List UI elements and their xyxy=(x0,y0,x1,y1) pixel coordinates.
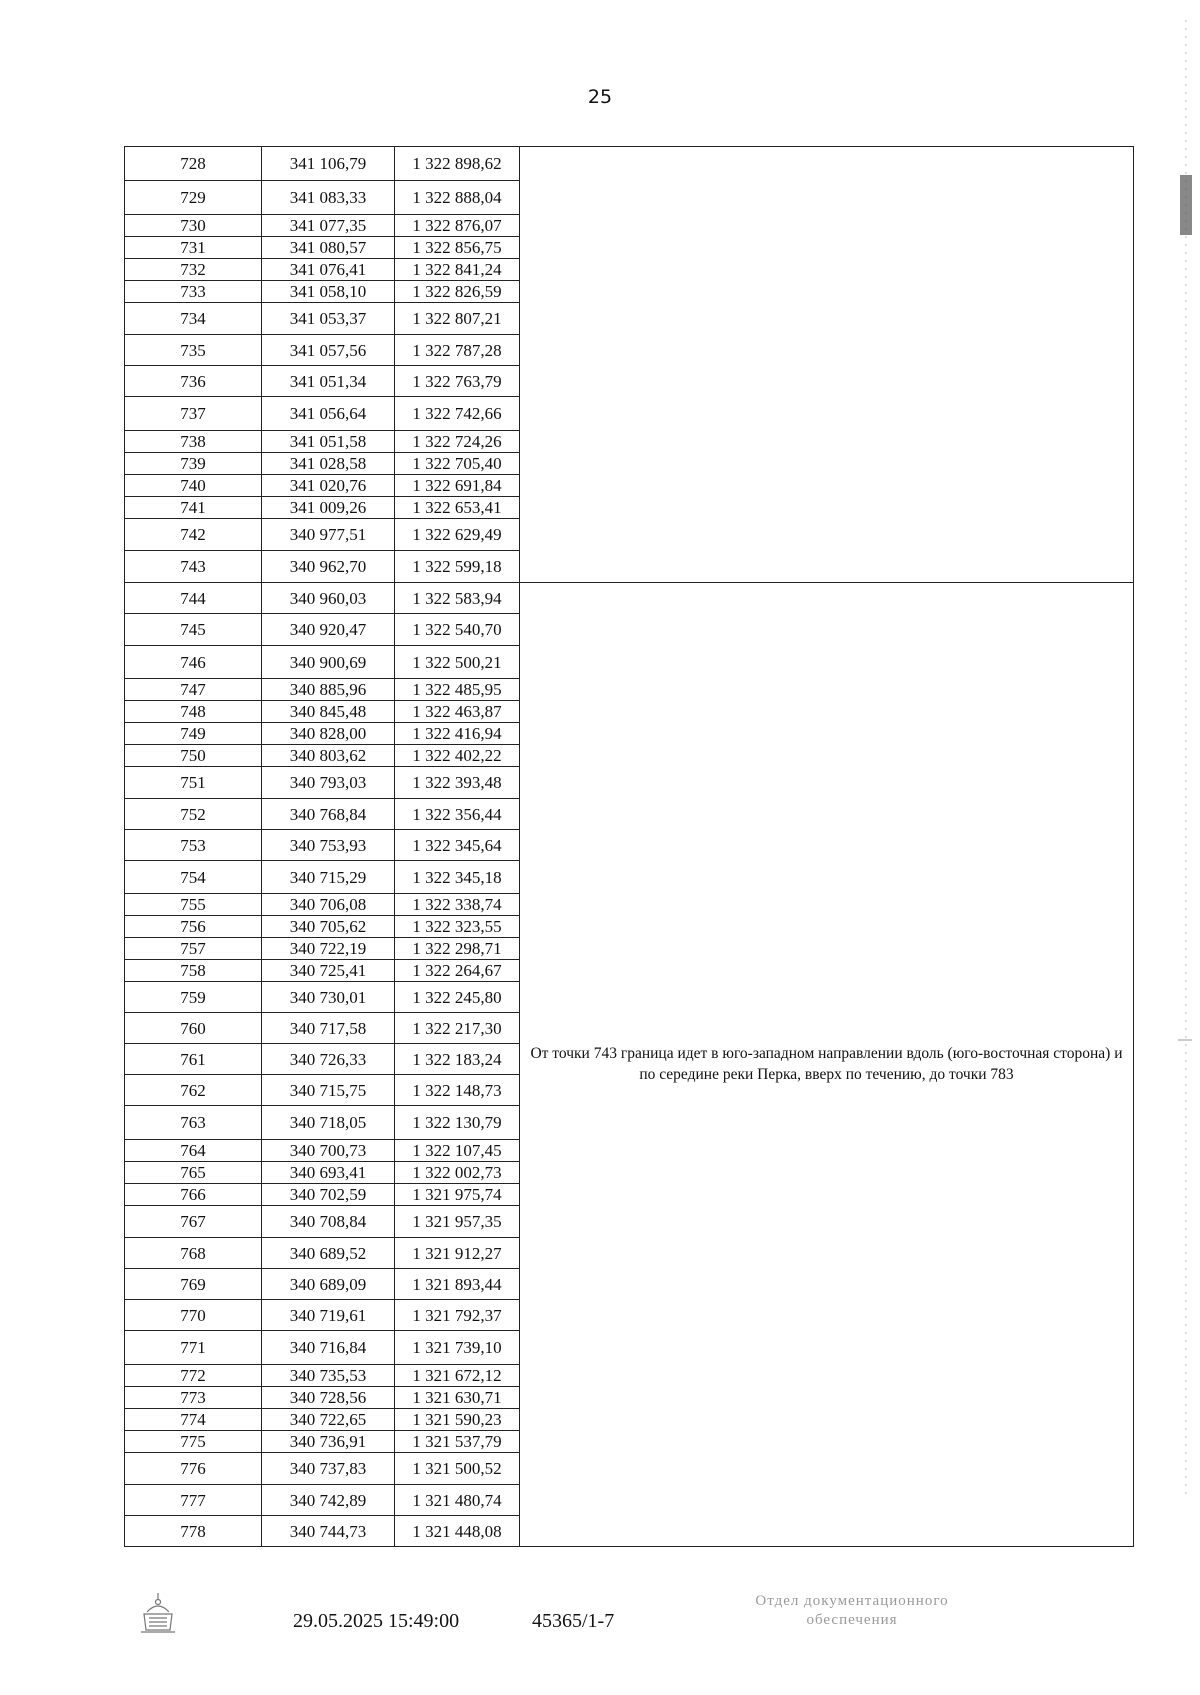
x-coordinate-cell: 340 715,29 xyxy=(262,861,395,894)
x-coordinate-cell: 340 900,69 xyxy=(262,646,395,679)
x-coordinate-cell: 340 718,05 xyxy=(262,1106,395,1140)
y-coordinate-cell: 1 322 323,55 xyxy=(395,916,520,938)
y-coordinate-cell: 1 322 245,80 xyxy=(395,982,520,1013)
x-coordinate-cell: 340 722,19 xyxy=(262,938,395,960)
point-number-cell: 752 xyxy=(125,799,262,830)
x-coordinate-cell: 340 920,47 xyxy=(262,614,395,646)
point-number-cell: 748 xyxy=(125,701,262,723)
x-coordinate-cell: 340 845,48 xyxy=(262,701,395,723)
table-row xyxy=(125,583,1134,614)
x-coordinate-cell: 340 742,89 xyxy=(262,1485,395,1516)
point-number-cell: 732 xyxy=(125,259,262,281)
y-coordinate-cell: 1 322 724,26 xyxy=(395,431,520,453)
stamp-line-1: Отдел документационного xyxy=(755,1593,949,1609)
y-coordinate-cell: 1 322 264,67 xyxy=(395,960,520,982)
y-coordinate-cell: 1 322 691,84 xyxy=(395,475,520,497)
y-coordinate-cell: 1 322 841,24 xyxy=(395,259,520,281)
point-number-cell: 778 xyxy=(125,1516,262,1547)
point-number-cell: 733 xyxy=(125,281,262,303)
y-coordinate-cell: 1 322 338,74 xyxy=(395,894,520,916)
point-number-cell: 759 xyxy=(125,982,262,1013)
y-coordinate-cell: 1 322 826,59 xyxy=(395,281,520,303)
x-coordinate-cell: 340 706,08 xyxy=(262,894,395,916)
point-number-cell: 777 xyxy=(125,1485,262,1516)
point-number-cell: 736 xyxy=(125,366,262,397)
scan-edge-artifact xyxy=(1172,0,1200,1695)
y-coordinate-cell: 1 322 402,22 xyxy=(395,745,520,767)
point-number-cell: 773 xyxy=(125,1387,262,1409)
x-coordinate-cell: 341 051,58 xyxy=(262,431,395,453)
x-coordinate-cell: 340 693,41 xyxy=(262,1162,395,1184)
point-number-cell: 742 xyxy=(125,519,262,551)
y-coordinate-cell: 1 322 002,73 xyxy=(395,1162,520,1184)
x-coordinate-cell: 340 737,83 xyxy=(262,1453,395,1485)
y-coordinate-cell: 1 322 742,66 xyxy=(395,397,520,431)
x-coordinate-cell: 341 051,34 xyxy=(262,366,395,397)
y-coordinate-cell: 1 322 107,45 xyxy=(395,1140,520,1162)
description-cell-top xyxy=(520,147,1134,583)
y-coordinate-cell: 1 321 792,37 xyxy=(395,1300,520,1331)
point-number-cell: 761 xyxy=(125,1044,262,1075)
y-coordinate-cell: 1 322 898,62 xyxy=(395,147,520,181)
y-coordinate-cell: 1 322 888,04 xyxy=(395,181,520,215)
x-coordinate-cell: 340 962,70 xyxy=(262,551,395,583)
x-coordinate-cell: 340 717,58 xyxy=(262,1013,395,1044)
point-number-cell: 751 xyxy=(125,767,262,799)
x-coordinate-cell: 341 083,33 xyxy=(262,181,395,215)
point-number-cell: 776 xyxy=(125,1453,262,1485)
y-coordinate-cell: 1 322 540,70 xyxy=(395,614,520,646)
y-coordinate-cell: 1 321 537,79 xyxy=(395,1431,520,1453)
point-number-cell: 766 xyxy=(125,1184,262,1206)
y-coordinate-cell: 1 322 393,48 xyxy=(395,767,520,799)
point-number-cell: 763 xyxy=(125,1106,262,1140)
y-coordinate-cell: 1 321 975,74 xyxy=(395,1184,520,1206)
y-coordinate-cell: 1 322 416,94 xyxy=(395,723,520,745)
x-coordinate-cell: 340 689,09 xyxy=(262,1269,395,1300)
y-coordinate-cell: 1 322 183,24 xyxy=(395,1044,520,1075)
x-coordinate-cell: 340 725,41 xyxy=(262,960,395,982)
y-coordinate-cell: 1 322 217,30 xyxy=(395,1013,520,1044)
department-stamp xyxy=(702,1592,1002,1630)
y-coordinate-cell: 1 322 787,28 xyxy=(395,335,520,366)
point-number-cell: 757 xyxy=(125,938,262,960)
page-number: 25 xyxy=(587,86,613,108)
point-number-cell: 753 xyxy=(125,830,262,861)
y-coordinate-cell: 1 321 480,74 xyxy=(395,1485,520,1516)
point-number-cell: 738 xyxy=(125,431,262,453)
y-coordinate-cell: 1 321 672,12 xyxy=(395,1365,520,1387)
coordinates-table-body xyxy=(125,147,1134,1547)
x-coordinate-cell: 340 977,51 xyxy=(262,519,395,551)
x-coordinate-cell: 340 689,52 xyxy=(262,1238,395,1269)
x-coordinate-cell: 340 960,03 xyxy=(262,583,395,614)
y-coordinate-cell: 1 322 345,18 xyxy=(395,861,520,894)
footer-date: 29.05.2025 15:49:00 xyxy=(293,1610,460,1632)
y-coordinate-cell: 1 321 957,35 xyxy=(395,1206,520,1238)
coordinates-table xyxy=(124,146,1134,1547)
x-coordinate-cell: 340 744,73 xyxy=(262,1516,395,1547)
y-coordinate-cell: 1 321 912,27 xyxy=(395,1238,520,1269)
x-coordinate-cell: 341 077,35 xyxy=(262,215,395,237)
y-coordinate-cell: 1 322 356,44 xyxy=(395,799,520,830)
x-coordinate-cell: 340 828,00 xyxy=(262,723,395,745)
y-coordinate-cell: 1 321 448,08 xyxy=(395,1516,520,1547)
point-number-cell: 744 xyxy=(125,583,262,614)
point-number-cell: 747 xyxy=(125,679,262,701)
y-coordinate-cell: 1 321 630,71 xyxy=(395,1387,520,1409)
y-coordinate-cell: 1 321 893,44 xyxy=(395,1269,520,1300)
x-coordinate-cell: 340 803,62 xyxy=(262,745,395,767)
y-coordinate-cell: 1 322 583,94 xyxy=(395,583,520,614)
point-number-cell: 765 xyxy=(125,1162,262,1184)
y-coordinate-cell: 1 322 148,73 xyxy=(395,1075,520,1106)
x-coordinate-cell: 340 726,33 xyxy=(262,1044,395,1075)
point-number-cell: 772 xyxy=(125,1365,262,1387)
point-number-cell: 750 xyxy=(125,745,262,767)
x-coordinate-cell: 340 728,56 xyxy=(262,1387,395,1409)
point-number-cell: 745 xyxy=(125,614,262,646)
point-number-cell: 746 xyxy=(125,646,262,679)
point-number-cell: 760 xyxy=(125,1013,262,1044)
emblem-icon xyxy=(135,1590,181,1636)
y-coordinate-cell: 1 322 500,21 xyxy=(395,646,520,679)
x-coordinate-cell: 340 719,61 xyxy=(262,1300,395,1331)
point-number-cell: 758 xyxy=(125,960,262,982)
point-number-cell: 739 xyxy=(125,453,262,475)
x-coordinate-cell: 340 705,62 xyxy=(262,916,395,938)
point-number-cell: 737 xyxy=(125,397,262,431)
x-coordinate-cell: 340 716,84 xyxy=(262,1331,395,1365)
footer-document-id: 45365/1-7 xyxy=(532,1610,615,1632)
x-coordinate-cell: 341 106,79 xyxy=(262,147,395,181)
y-coordinate-cell: 1 322 629,49 xyxy=(395,519,520,551)
point-number-cell: 768 xyxy=(125,1238,262,1269)
point-number-cell: 774 xyxy=(125,1409,262,1431)
y-coordinate-cell: 1 322 599,18 xyxy=(395,551,520,583)
y-coordinate-cell: 1 322 856,75 xyxy=(395,237,520,259)
x-coordinate-cell: 340 753,93 xyxy=(262,830,395,861)
point-number-cell: 743 xyxy=(125,551,262,583)
point-number-cell: 764 xyxy=(125,1140,262,1162)
x-coordinate-cell: 340 768,84 xyxy=(262,799,395,830)
x-coordinate-cell: 340 736,91 xyxy=(262,1431,395,1453)
stamp-line-2: обеспечения xyxy=(806,1611,898,1628)
point-number-cell: 730 xyxy=(125,215,262,237)
point-number-cell: 767 xyxy=(125,1206,262,1238)
point-number-cell: 770 xyxy=(125,1300,262,1331)
x-coordinate-cell: 340 885,96 xyxy=(262,679,395,701)
table-row xyxy=(125,147,1134,181)
point-number-cell: 735 xyxy=(125,335,262,366)
x-coordinate-cell: 341 058,10 xyxy=(262,281,395,303)
point-number-cell: 729 xyxy=(125,181,262,215)
x-coordinate-cell: 340 700,73 xyxy=(262,1140,395,1162)
y-coordinate-cell: 1 322 485,95 xyxy=(395,679,520,701)
point-number-cell: 754 xyxy=(125,861,262,894)
y-coordinate-cell: 1 322 807,21 xyxy=(395,303,520,335)
point-number-cell: 762 xyxy=(125,1075,262,1106)
x-coordinate-cell: 341 057,56 xyxy=(262,335,395,366)
x-coordinate-cell: 341 076,41 xyxy=(262,259,395,281)
x-coordinate-cell: 340 708,84 xyxy=(262,1206,395,1238)
x-coordinate-cell: 341 053,37 xyxy=(262,303,395,335)
x-coordinate-cell: 341 009,26 xyxy=(262,497,395,519)
y-coordinate-cell: 1 321 739,10 xyxy=(395,1331,520,1365)
x-coordinate-cell: 340 722,65 xyxy=(262,1409,395,1431)
point-number-cell: 755 xyxy=(125,894,262,916)
point-number-cell: 749 xyxy=(125,723,262,745)
point-number-cell: 756 xyxy=(125,916,262,938)
y-coordinate-cell: 1 322 763,79 xyxy=(395,366,520,397)
point-number-cell: 741 xyxy=(125,497,262,519)
y-coordinate-cell: 1 322 876,07 xyxy=(395,215,520,237)
y-coordinate-cell: 1 321 500,52 xyxy=(395,1453,520,1485)
x-coordinate-cell: 341 028,58 xyxy=(262,453,395,475)
point-number-cell: 771 xyxy=(125,1331,262,1365)
x-coordinate-cell: 341 080,57 xyxy=(262,237,395,259)
point-number-cell: 740 xyxy=(125,475,262,497)
x-coordinate-cell: 340 715,75 xyxy=(262,1075,395,1106)
x-coordinate-cell: 340 730,01 xyxy=(262,982,395,1013)
x-coordinate-cell: 341 020,76 xyxy=(262,475,395,497)
point-number-cell: 734 xyxy=(125,303,262,335)
x-coordinate-cell: 341 056,64 xyxy=(262,397,395,431)
x-coordinate-cell: 340 702,59 xyxy=(262,1184,395,1206)
point-number-cell: 775 xyxy=(125,1431,262,1453)
y-coordinate-cell: 1 322 705,40 xyxy=(395,453,520,475)
x-coordinate-cell: 340 735,53 xyxy=(262,1365,395,1387)
y-coordinate-cell: 1 321 590,23 xyxy=(395,1409,520,1431)
y-coordinate-cell: 1 322 463,87 xyxy=(395,701,520,723)
point-number-cell: 731 xyxy=(125,237,262,259)
point-number-cell: 769 xyxy=(125,1269,262,1300)
point-number-cell: 728 xyxy=(125,147,262,181)
y-coordinate-cell: 1 322 345,64 xyxy=(395,830,520,861)
x-coordinate-cell: 340 793,03 xyxy=(262,767,395,799)
y-coordinate-cell: 1 322 130,79 xyxy=(395,1106,520,1140)
description-cell-main: От точки 743 граница идет в юго-западном направлении вдоль (юго-восточная сторона) и по середине реки Перка, вверх по течению, до точки 783 xyxy=(520,583,1134,1547)
y-coordinate-cell: 1 322 298,71 xyxy=(395,938,520,960)
y-coordinate-cell: 1 322 653,41 xyxy=(395,497,520,519)
